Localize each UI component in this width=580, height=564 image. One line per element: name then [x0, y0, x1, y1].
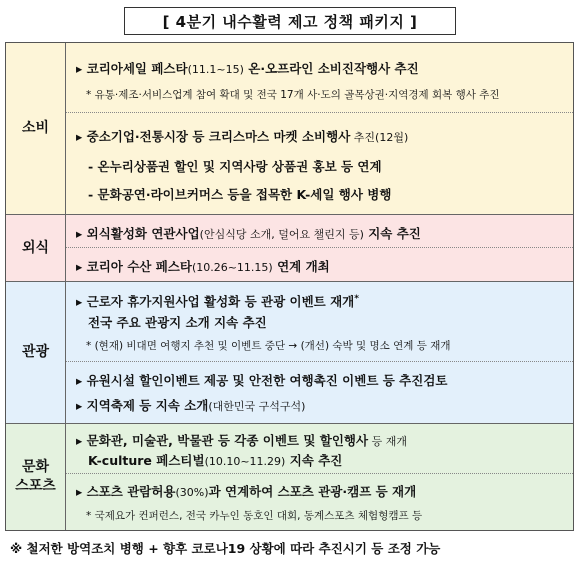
item-text: K-culture 페스티벌 [88, 453, 205, 468]
list-item [66, 215, 573, 248]
section-items [66, 282, 573, 423]
item-date: (10.26~11.15) [191, 261, 273, 274]
category-label [6, 424, 66, 530]
list-item [66, 424, 573, 474]
list-item [66, 362, 573, 424]
list-item [66, 43, 573, 113]
item-text: 지속 추진 [285, 453, 343, 468]
item-text: ▸ 유원시설 할인이벤트 제공 및 안전한 여행촉진 이벤트 등 추진검토 [76, 373, 448, 388]
item-text: 연계 개최 [272, 259, 330, 274]
policy-table [5, 42, 574, 531]
item-text: ▸ 중소기업·전통시장 등 크리스마스 마켓 소비행사 [76, 129, 351, 144]
footnote: * 국제요가 컨퍼런스, 전국 카누인 동호인 대회, 동계스포츠 체험형캠프 등 [86, 510, 423, 522]
item-text: ▸ 코리아세일 페스타 [76, 61, 188, 76]
item-date: 추진(12월) [350, 131, 409, 144]
list-item [66, 248, 573, 282]
footnote: * 유통·제조·서비스업계 참여 확대 및 전국 17개 사·도의 골목상권·지역경제 회복 행사 추진 [86, 89, 500, 101]
section-items [66, 43, 573, 214]
item-text: ▸ 스포츠 관람허용 [76, 484, 176, 499]
item-text: 전국 주요 관광지 소개 지속 추진 [88, 315, 267, 330]
item-date: (10.10~11.29) [204, 455, 286, 468]
item-text: 온·오프라인 소비진작행사 추진 [243, 61, 419, 76]
item-text: 과 연계하여 스포츠 관광·캠프 등 재개 [208, 484, 417, 499]
section-dining [6, 215, 573, 282]
category-label: 소비 [6, 43, 66, 214]
item-detail: (대한민국 구석구석) [208, 400, 306, 413]
item-text: ▸ 근로자 휴가지원사업 활성화 등 관광 이벤트 재개 [76, 294, 355, 309]
item-text: ▸ 문화관, 미술관, 박물관 등 각종 이벤트 및 할인행사 [76, 433, 369, 448]
sub-item: - 온누리상품권 할인 및 지역사랑 상품권 홍보 등 연계 [88, 159, 382, 174]
list-item [66, 113, 573, 215]
item-text: ▸ 외식활성화 연관사업 [76, 226, 200, 241]
page-title: [ 4분기 내수활력 제고 정책 패키지 ] [124, 7, 456, 35]
sub-item: - 문화공연·라이브커머스 등을 접목한 K-세일 행사 병행 [88, 187, 392, 202]
category-label-line: 스포츠 [15, 478, 56, 494]
item-date: (11.1~15) [187, 63, 244, 76]
item-text: 지속 추진 [363, 226, 421, 241]
footnote: * (현재) 비대면 여행지 추천 및 이벤트 중단 → (개선) 숙박 및 명소 연계 등 재개 [86, 340, 451, 352]
item-text: ▸ 코리아 수산 페스타 [76, 259, 192, 274]
section-items [66, 215, 573, 281]
item-text: 등 재개 [368, 435, 407, 448]
list-item [66, 282, 573, 362]
list-item [66, 474, 573, 530]
item-detail: (안심식당 소개, 덜어요 챌린지 등) [199, 228, 364, 241]
category-label: 관광 [6, 282, 66, 423]
category-label: 외식 [6, 215, 66, 281]
section-consumption [6, 43, 573, 215]
section-items [66, 424, 573, 530]
section-culture-sports [6, 424, 573, 530]
item-detail: (30%) [175, 486, 209, 499]
item-text: ▸ 지역축제 등 지속 소개 [76, 398, 209, 413]
category-label-line: 문화 [21, 459, 50, 476]
section-tourism [6, 282, 573, 424]
footnote-marker: * [354, 293, 359, 304]
footer-note: ※ 철저한 방역조치 병행 + 향후 코로나19 상황에 따라 추진시기 등 조정 가능 [10, 541, 441, 556]
